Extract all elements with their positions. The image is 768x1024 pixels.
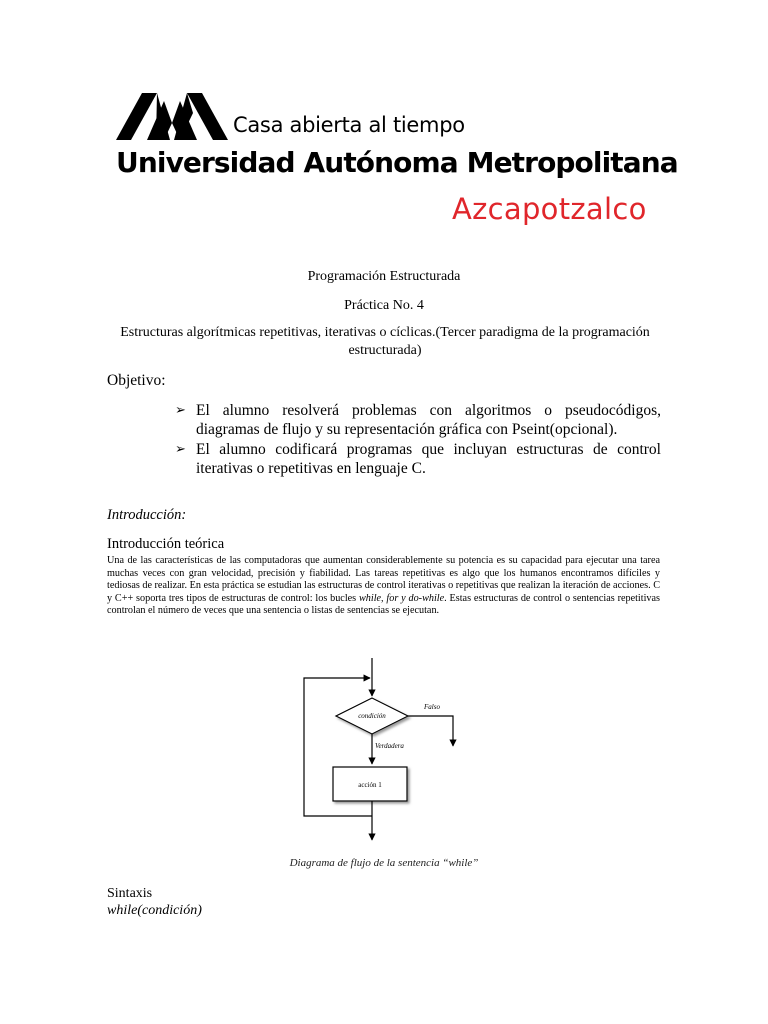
false-label: Falso <box>424 703 440 711</box>
syntax-heading: Sintaxis <box>107 886 153 901</box>
university-logo <box>116 93 678 233</box>
objective-heading: Objetivo: <box>107 372 166 389</box>
loop-keywords: while, for y do-while <box>358 592 445 604</box>
action-label: acción 1 <box>358 781 382 789</box>
university-name: Universidad Autónoma Metropolitana <box>116 146 678 179</box>
theory-paragraph <box>107 555 660 618</box>
objective-list <box>175 401 661 479</box>
true-label: Verdadera <box>375 742 404 750</box>
false-branch-arrow <box>408 716 453 746</box>
diagram-caption: Diagrama de flujo de la sentencia “while” <box>289 857 479 869</box>
theory-heading: Introducción teórica <box>107 536 225 552</box>
arrowhead-bullet-icon: ➢ <box>175 403 186 418</box>
condition-label: condición <box>358 712 386 720</box>
practice-number: Práctica No. 4 <box>344 298 424 313</box>
syntax-code: while(condición) <box>107 903 202 918</box>
objective-item <box>175 440 661 478</box>
theory-text-part2: . Estas estructuras de control o sentencias repetitivas controlan el número de veces que una sentencia o listas de sentencias se ejecutan. <box>107 592 660 617</box>
arrowhead-bullet-icon: ➢ <box>175 442 186 457</box>
introduction-heading: Introducción: <box>107 507 187 523</box>
objective-text: El alumno codificará programas que incluyan estructuras de control iterativas o repetitivas en lenguaje C. <box>196 441 661 477</box>
objective-text: El alumno resolverá problemas con algoritmos o pseudocódigos, diagramas de flujo y su representación gráfica con Pseint(opcional). <box>196 402 661 438</box>
campus-name: Azcapotzalco <box>452 192 647 226</box>
while-flowchart <box>296 656 476 846</box>
practice-subtitle: Estructuras algorítmicas repetitivas, iterativas o cíclicas.(Tercer paradigma de la programación estructurada) <box>120 325 650 358</box>
objective-item <box>175 401 661 439</box>
logo-tagline: Casa abierta al tiempo <box>233 113 465 137</box>
theory-text-part1: Una de las características de las computadoras que aumentan considerablemente su potencia es su capacidad para ejecutar una tarea muchas veces con gran velocidad, precisión y fiabilidad. Las tareas repetitivas es algo que los humanos encontramos difíciles y tediosas de realizar. En esta práctica se estudian las estructuras de control iterativas o repetitivas que realizan la iteración de acciones. C y C++ soporta tres tipos de estructuras de control: los bucles <box>107 555 660 604</box>
course-title: Programación Estructurada <box>307 269 461 284</box>
uam-logo-icon <box>116 93 228 140</box>
